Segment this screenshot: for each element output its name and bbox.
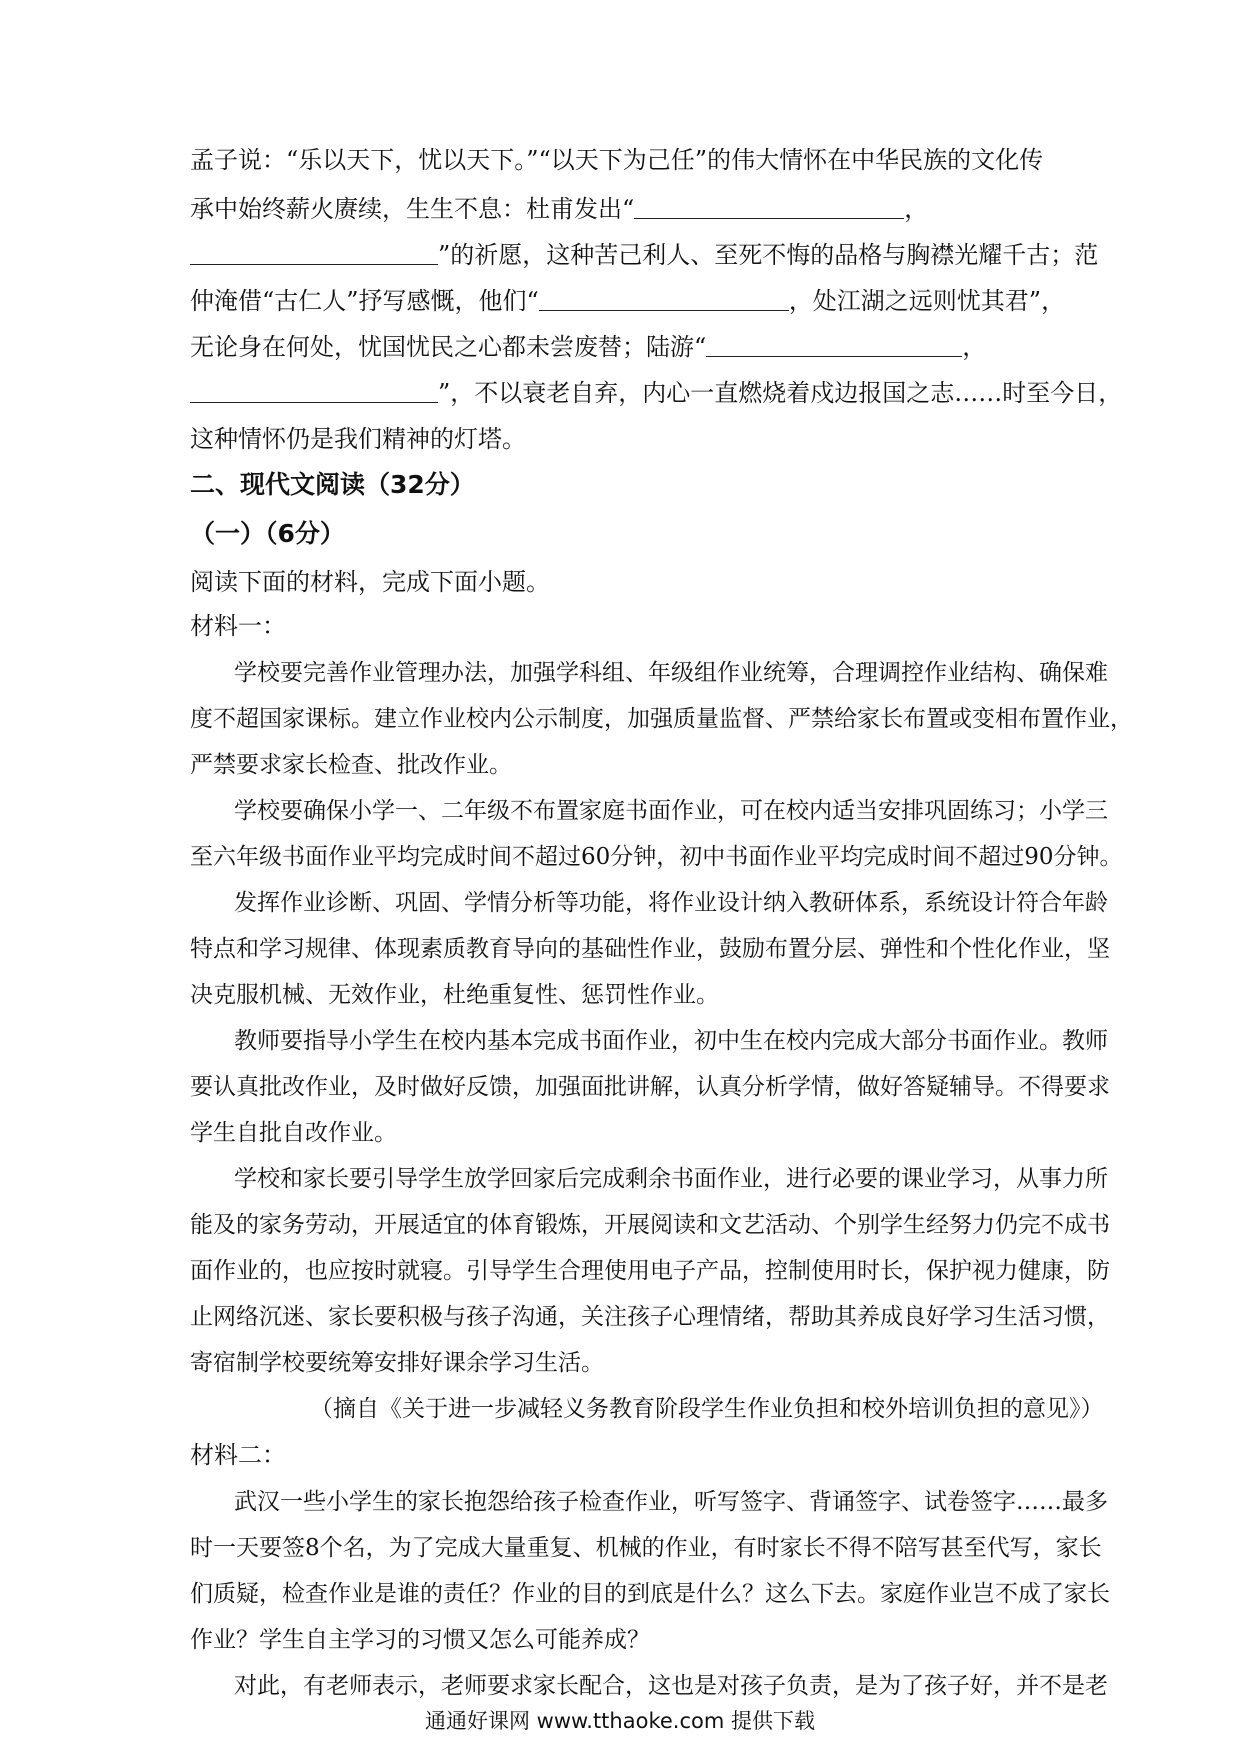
poem-text: ”的祈愿，这种苦己利人、至死不悔的品格与胸襟光耀千古；范 [438, 241, 1099, 269]
material-1-line: 至六年级书面作业平均完成时间不超过60分钟，初中书面作业平均完成时间不超过90分钟。 [190, 844, 1123, 870]
poem-text: ”，不以衰老自弃，内心一直燃烧着戍边报国之志……时至今日， [438, 379, 1123, 407]
poem-text: ， [962, 333, 987, 361]
material-1-line: 要认真批改作业，及时做好反馈，加强面批讲解，认真分析学情，做好答疑辅导。不得要求 [190, 1074, 1110, 1100]
material-2-line: 作业？学生自主学习的习惯又怎么可能养成？ [190, 1627, 650, 1653]
poem-line-5 [190, 327, 1070, 367]
material-2-line: 武汉一些小学生的家长抱怨给孩子检查作业，听写签字、背诵签字、试卷签字……最多 [234, 1489, 1108, 1515]
material-1-line: 学生自批自改作业。 [190, 1120, 397, 1146]
material-1-line: 面作业的，也应按时就寝。引导学生合理使用电子产品，控制使用时长，保护视力健康，防 [190, 1258, 1110, 1284]
material-1-line: 决克服机械、无效作业，杜绝重复性、惩罚性作业。 [190, 982, 719, 1008]
material-2-line: 们质疑，检查作业是谁的责任？作业的目的到底是什么？这么下去。家庭作业岂不成了家长 [190, 1581, 1110, 1607]
material-1-line: 学校要完善作业管理办法，加强学科组、年级组作业统筹，合理调控作业结构、确保难 [234, 660, 1108, 686]
answer-blank-5[interactable] [190, 376, 438, 403]
poem-text: 承中始终薪火赓续，生生不息：杜甫发出“ [190, 195, 635, 223]
instruction-text: 阅读下面的材料，完成下面小题。 [190, 568, 550, 596]
material-2-label: 材料二： [190, 1441, 286, 1469]
poem-text: 无论身在何处，忧国忧民之心都未尝废替；陆游“ [190, 333, 707, 361]
material-1-line: 度不超国家课标。建立作业校内公示制度，加强质量监督、严禁给家长布置或变相布置作业， [190, 706, 1133, 732]
sub-section-title: （一）（6分） [190, 519, 345, 548]
material-2-line: 时一天要签8个名，为了完成大量重复、机械的作业，有时家长不得不陪写甚至代写，家长 [190, 1535, 1102, 1561]
poem-text: ，处江湖之远则忧其君”， [788, 287, 1066, 315]
material-1-label: 材料一： [190, 612, 286, 640]
material-1-line: 教师要指导小学生在校内基本完成书面作业，初中生在校内完成大部分书面作业。教师 [234, 1028, 1108, 1054]
poem-line-7: 这种情怀仍是我们精神的灯塔。 [190, 425, 526, 453]
material-1-line: 寄宿制学校要统筹安排好课余学习生活。 [190, 1350, 604, 1376]
material-1-line: 学校要确保小学一、二年级不布置家庭书面作业，可在校内适当安排巩固练习；小学三 [234, 798, 1108, 824]
answer-blank-1[interactable] [634, 192, 904, 219]
answer-blank-3[interactable] [539, 284, 789, 311]
poem-line-6 [190, 373, 1123, 413]
material-2-line: 对此，有老师表示，老师要求家长配合，这也是对孩子负责，是为了孩子好，并不是老 [234, 1673, 1108, 1699]
poem-line-4 [190, 281, 1070, 321]
poem-text: 仲淹借“古仁人”抒写感慨，他们“ [190, 287, 539, 315]
section-title: 二、现代文阅读（32分） [190, 470, 475, 499]
poem-line-3 [190, 235, 1099, 275]
material-1-line: 能及的家务劳动，开展适宜的体育锻炼，开展阅读和文艺活动、个别学生经努力仍完不成书 [190, 1212, 1110, 1238]
material-1-line: 特点和学习规律、体现素质教育导向的基础性作业，鼓励布置分层、弹性和个性化作业，坚 [190, 936, 1110, 962]
material-1-line: 严禁要求家长检查、批改作业。 [190, 752, 512, 778]
answer-blank-4[interactable] [706, 330, 962, 357]
poem-line-2 [190, 189, 1070, 229]
page-footer: 通通好课网 www.tthaoke.com 提供下载 [425, 1709, 815, 1733]
material-1-line: 止网络沉迷、家长要积极与孩子沟通，关注孩子心理情绪，帮助其养成良好学习生活习惯， [190, 1304, 1110, 1330]
material-1-line: 学校和家长要引导学生放学回家后完成剩余书面作业，进行必要的课业学习，从事力所 [234, 1166, 1108, 1192]
material-1-line: 发挥作业诊断、巩固、学情分析等功能，将作业设计纳入教研体系，系统设计符合年龄 [234, 890, 1108, 916]
poem-line-1: 孟子说：“乐以天下，忧以天下。”“以天下为己任”的伟大情怀在中华民族的文化传 [190, 146, 1044, 174]
poem-text: ， [904, 195, 929, 223]
material-1-source: （摘自《关于进一步减轻义务教育阶段学生作业负担和校外培训负担的意见》） [310, 1396, 1104, 1422]
answer-blank-2[interactable] [190, 238, 438, 265]
